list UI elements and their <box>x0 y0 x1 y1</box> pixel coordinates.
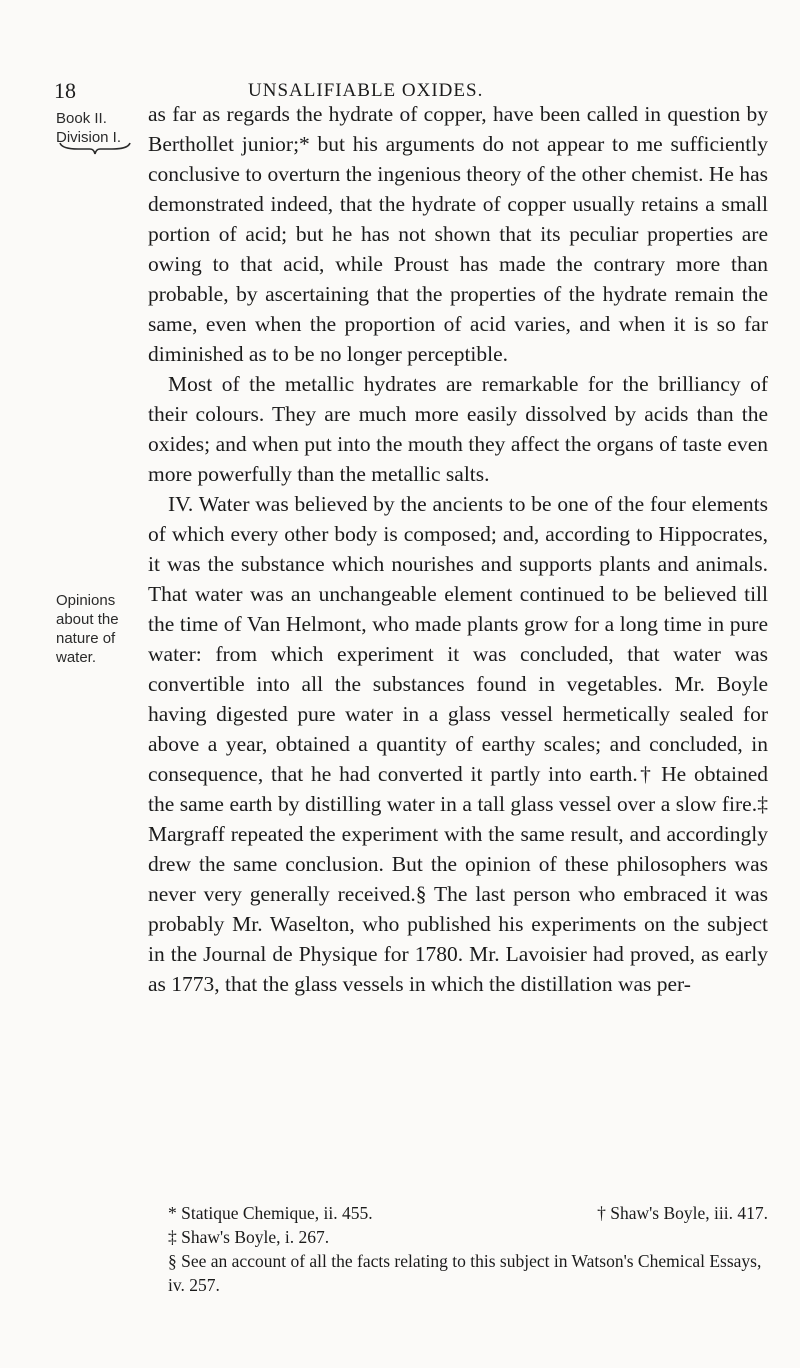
page-number: 18 <box>54 78 76 103</box>
footnote-row-1 <box>148 1201 768 1225</box>
paragraph-hydrate-copper: as far as regards the hydrate of copper, have been called in question by Berthollet junior;* but his arguments do not appear to me sufficiently conclusive to overturn the ingenious theory of the other chemist. He has demonstrated indeed, that the hydrate of copper usually retains a small portion of acid; but he has not shown that its peculiar properties are owing to that acid, while Proust has made the contrary more than probable, by ascertaining that the properties of the hydrate remain the same, even when the proportion of acid varies, and when it is so far diminished as to be no longer perceptible. <box>148 102 768 366</box>
margin-book-label: Book II. <box>56 110 107 127</box>
footnote-statique: * Statique Chemique, ii. 455. <box>168 1203 373 1223</box>
margin-opinions-line-3: nature of <box>56 630 116 647</box>
footnote-watson: § See an account of all the facts relating to this subject in Watson's Chemical Essays, iv. 257. <box>168 1251 762 1295</box>
running-head: UNSALIFIABLE OXIDES. <box>248 80 484 101</box>
margin-note-opinions <box>56 591 119 667</box>
footnotes <box>148 1201 768 1297</box>
main-text <box>148 99 768 999</box>
paragraph-metallic-hydrates: Most of the metallic hydrates are remarkable for the brilliancy of their colours. They are much more easily dissolved by acids than the oxides; and when put into the mouth they affect the organs of taste even more powerfully than the metallic salts. <box>148 372 768 486</box>
margin-opinions-line-1: Opinions <box>56 592 116 609</box>
page-header <box>0 58 800 103</box>
margin-division-label: Division I. <box>56 129 122 146</box>
footnote-boyle-iii: † Shaw's Boyle, iii. 417. <box>597 1203 768 1223</box>
margin-opinions-line-2: about the <box>56 611 119 628</box>
brace-icon <box>58 141 132 155</box>
footnote-boyle-i: ‡ Shaw's Boyle, i. 267. <box>168 1227 330 1247</box>
margin-opinions-line-4: water. <box>56 649 97 666</box>
paragraph-water-opinions: IV. Water was believed by the ancients to be one of the four elements of which every other body is composed; and, according to Hippocrates, it was the substance which nourishes and supports plants and animals. That water was an unchangeable element continued to be believed till the time of Van Helmont, who made plants grow for a long time in pure water: from which experiment it was concluded, that water was convertible into all the substances found in vegetables. Mr. Boyle having digested pure water in a glass vessel hermetically sealed for above a year, obtained a quantity of earthy scales; and concluded, in consequence, that he had converted it partly into earth.† He obtained the same earth by distilling water in a tall glass vessel over a slow fire.‡ Margraff repeated the experiment with the same result, and accordingly drew the same conclusion. But the opinion of these philosophers was never very generally received.§ The last person who embraced it was probably Mr. Waselton, who published his experiments on the subject in the Journal de Physique for 1780. Mr. Lavoisier had proved, as early as 1773, that the glass vessels in which the distillation was per- <box>148 492 768 996</box>
